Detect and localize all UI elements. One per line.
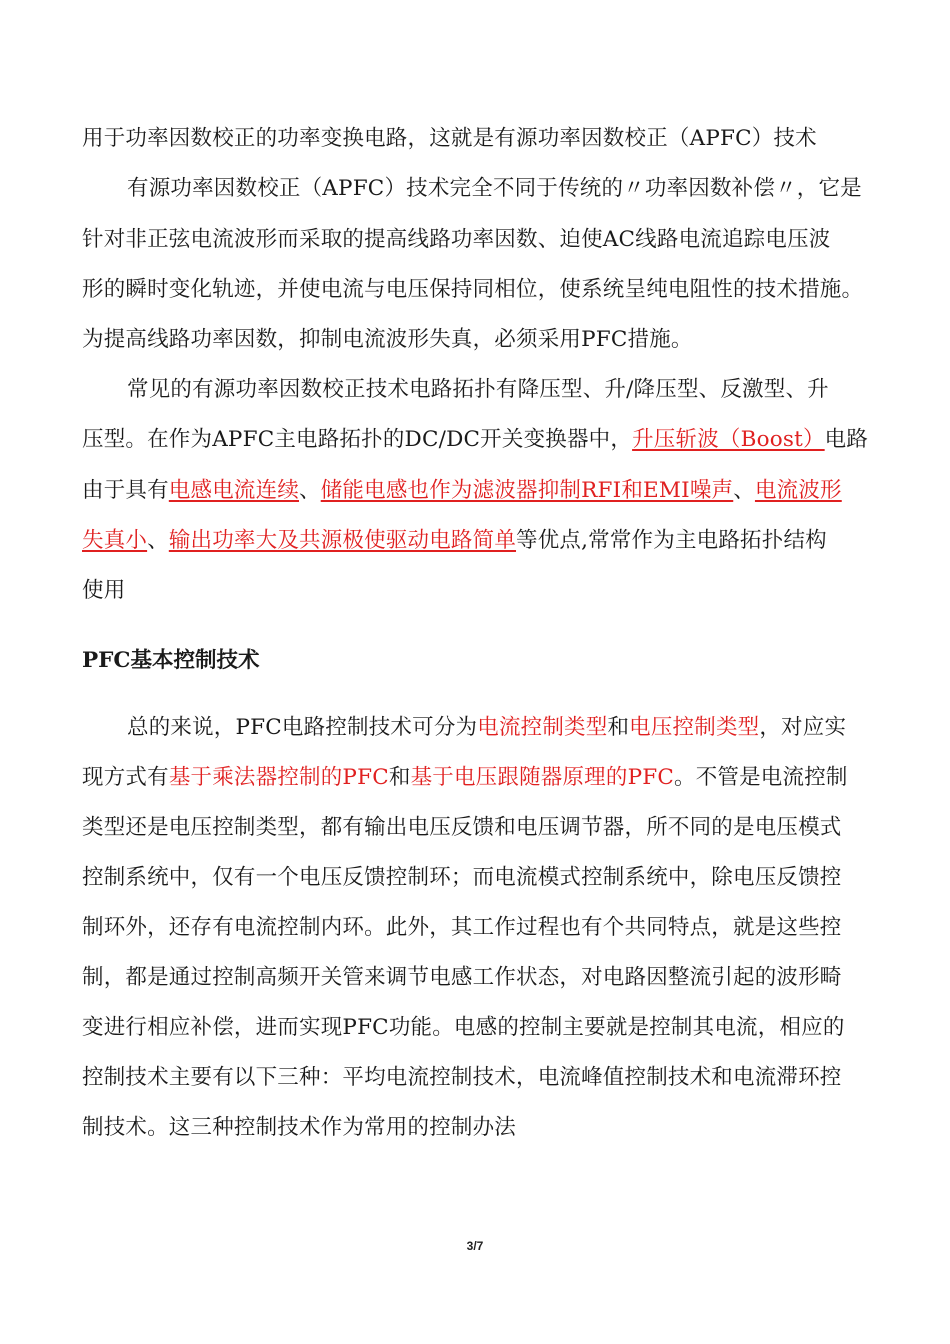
paragraph-line: 使用 [82,578,126,603]
text-run: 电路 [824,427,869,452]
paragraph-line: 制，都是通过控制高频开关管来调节电感工作状态，对电路因整流引起的波形畸 [82,965,842,990]
paragraph-line [82,763,872,793]
paragraph-line: 常见的有源功率因数校正技术电路拓扑有降压型、升/降压型、反激型、升 [127,377,829,402]
hyperlink-inductor-current[interactable]: 电感电流连续 [168,478,300,503]
text-run: 和 [607,715,630,740]
paragraph-line: 形的瞬时变化轨迹，并使电流与电压保持同相位，使系统呈纯电阻性的技术措施。 [82,277,864,302]
paragraph-line: 为提高线路功率因数，抑制电流波形失真，必须采用PFC措施。 [82,327,693,352]
text-run: 等优点,常常作为主电路拓扑结构 [516,528,827,553]
text-run: 现方式有 [82,765,169,790]
text-run: 总的来说，PFC电路控制技术可分为 [127,715,478,740]
text-run: 、 [299,478,321,503]
hyperlink-waveform-distortion[interactable]: 电流波形 [754,478,842,503]
text-run: 、 [733,478,755,503]
paragraph-line: 针对非正弦电流波形而采取的提高线路功率因数、迫使AC线路电流追踪电压波 [82,227,831,252]
text-run: 、 [147,528,169,553]
paragraph-line: 制技术。这三种控制技术作为常用的控制办法 [82,1115,517,1140]
highlight-voltage-follower-pfc: 基于电压跟随器原理的PFC [410,765,674,790]
text-run: 。不管是电流控制 [674,765,848,790]
highlight-voltage-control: 电压控制类型 [629,715,760,740]
hyperlink-filter-rfi-emi[interactable]: 储能电感也作为滤波器抑制RFI和EMI噪声 [320,478,734,503]
paragraph-line [127,713,872,743]
paragraph-line: 类型还是电压控制类型，都有输出电压反馈和电压调节器，所不同的是电压模式 [82,815,842,840]
paragraph-line [82,476,872,506]
text-run: 由于具有 [82,478,169,503]
highlight-current-control: 电流控制类型 [477,715,608,740]
paragraph-line: 变进行相应补偿，进而实现PFC功能。电感的控制主要就是控制其电流，相应的 [82,1015,845,1040]
paragraph-line [82,425,872,455]
paragraph-line: 用于功率因数校正的功率变换电路，这就是有源功率因数校正（APFC）技术 [82,126,817,151]
hyperlink-waveform-distortion-cont[interactable]: 失真小 [82,528,148,553]
paragraph-line: 控制技术主要有以下三种：平均电流控制技术，电流峰值控制技术和电流滞环控 [82,1065,842,1090]
text-run: 和 [388,765,411,790]
paragraph-line: 有源功率因数校正（APFC）技术完全不同于传统的〃功率因数补偿〃，它是 [127,176,862,201]
hyperlink-output-power[interactable]: 输出功率大及共源极使驱动电路简单 [168,528,517,553]
paragraph-line: 制环外，还存有电流控制内环。此外，其工作过程也有个共同特点，就是这些控 [82,915,842,940]
paragraph-line [82,526,872,556]
paragraph-line: 控制系统中，仅有一个电压反馈控制环；而电流模式控制系统中，除电压反馈控 [82,865,842,890]
highlight-multiplier-pfc: 基于乘法器控制的PFC [168,765,389,790]
text-run: 压型。在作为APFC主电路拓扑的DC/DC开关变换器中， [82,427,633,452]
text-run: ，对应实 [759,715,847,740]
hyperlink-boost[interactable]: 升压斩波（Boost） [632,427,825,452]
section-heading: PFC基本控制技术 [82,648,260,673]
page-number: 3/7 [466,1239,484,1253]
